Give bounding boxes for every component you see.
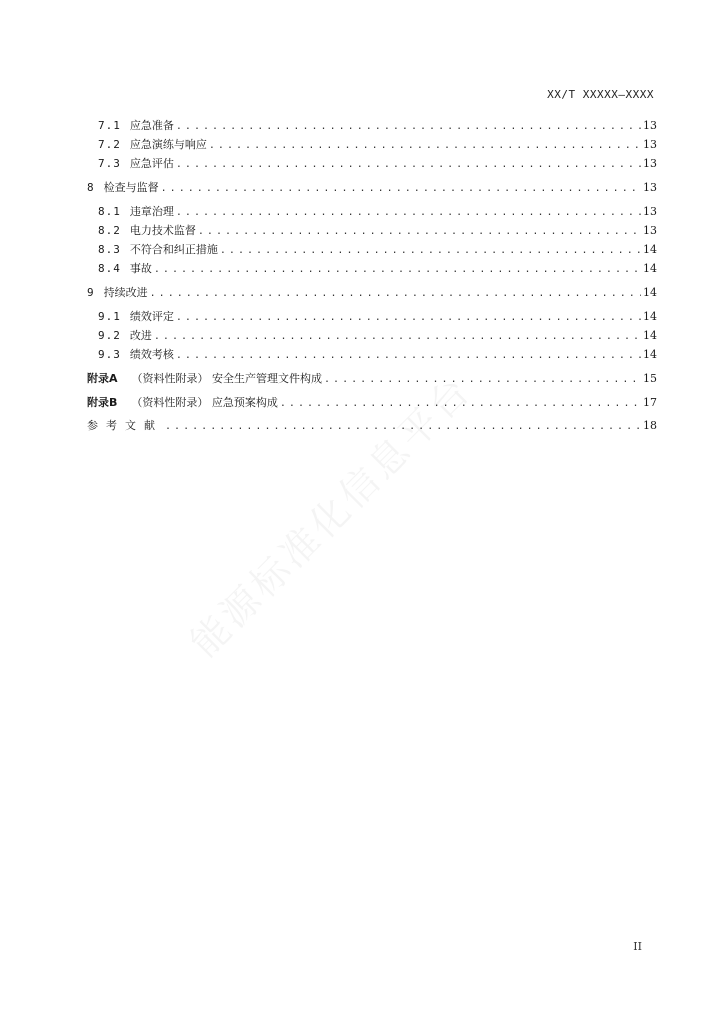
toc-leader-dots <box>209 138 641 154</box>
toc-page-number: 14 <box>643 348 657 361</box>
toc-entry[interactable] <box>87 285 657 301</box>
toc-entry[interactable] <box>87 118 657 134</box>
toc-number: 8.2 <box>98 224 121 237</box>
toc-title: 绩效考核 <box>129 348 174 361</box>
toc-page-number: 18 <box>643 419 657 432</box>
toc-page-number: 13 <box>643 119 657 132</box>
toc-page-number: 14 <box>643 329 657 342</box>
toc-title: 应急准备 <box>129 119 174 132</box>
toc-number: 7.1 <box>98 119 121 132</box>
toc-leader-dots <box>161 181 641 197</box>
toc-number: 附录B <box>87 396 118 409</box>
toc-page-number: 13 <box>643 181 657 194</box>
toc-entry[interactable] <box>87 347 657 363</box>
toc-title: 改进 <box>129 329 152 342</box>
toc-number: 9.3 <box>98 348 121 361</box>
toc-entry-appendix-a[interactable] <box>87 371 657 387</box>
toc-entry[interactable] <box>87 137 657 153</box>
toc-title: 事故 <box>129 262 152 275</box>
toc-entry[interactable] <box>87 223 657 239</box>
toc-title: （资料性附录） 安全生产管理文件构成 <box>131 372 323 385</box>
toc-number: 8.1 <box>98 205 121 218</box>
toc-title: 应急评估 <box>129 157 174 170</box>
toc-title: 电力技术监督 <box>129 224 196 237</box>
toc-entry[interactable] <box>87 309 657 325</box>
toc-title: 参考文献 <box>87 419 163 432</box>
toc-page-number: 15 <box>643 372 657 385</box>
toc-title: 违章治理 <box>129 205 174 218</box>
toc-page-number: 13 <box>643 157 657 170</box>
toc-title: 检查与监督 <box>103 181 159 194</box>
toc-entry[interactable] <box>87 242 657 258</box>
toc-entry-appendix-b[interactable] <box>87 395 657 411</box>
toc-page-number: 13 <box>643 138 657 151</box>
toc-number: 8.3 <box>98 243 121 256</box>
toc-title: 绩效评定 <box>129 310 174 323</box>
toc-page-number: 17 <box>643 396 657 409</box>
toc-leader-dots <box>176 310 641 326</box>
toc-number: 7.2 <box>98 138 121 151</box>
toc-title: 应急演练与响应 <box>129 138 207 151</box>
toc-number: 8.4 <box>98 262 121 275</box>
toc-number: 9.1 <box>98 310 121 323</box>
toc-entry[interactable] <box>87 328 657 344</box>
toc-entry-references[interactable] <box>87 418 657 434</box>
toc-page-number: 14 <box>643 243 657 256</box>
toc-leader-dots <box>165 419 641 435</box>
toc-leader-dots <box>176 119 641 135</box>
document-code: XX/T XXXXX—XXXX <box>547 88 654 101</box>
toc-number: 7.3 <box>98 157 121 170</box>
toc-title: 持续改进 <box>103 286 148 299</box>
toc-number: 9.2 <box>98 329 121 342</box>
toc-number: 8 <box>87 181 94 194</box>
toc-leader-dots <box>176 157 641 173</box>
toc-page-number: 13 <box>643 224 657 237</box>
toc-page-number: 14 <box>643 286 657 299</box>
toc-leader-dots <box>198 224 641 240</box>
toc-entry[interactable] <box>87 156 657 172</box>
toc-leader-dots <box>154 329 641 345</box>
toc-leader-dots <box>150 286 641 302</box>
toc-entry[interactable] <box>87 261 657 277</box>
toc-page-number: 13 <box>643 205 657 218</box>
toc-number: 附录A <box>87 372 118 385</box>
toc-page-number: 14 <box>643 310 657 323</box>
toc-leader-dots <box>280 396 641 412</box>
toc-leader-dots <box>220 243 641 259</box>
toc-title: 不符合和纠正措施 <box>129 243 218 256</box>
toc-leader-dots <box>176 205 641 221</box>
toc-leader-dots <box>154 262 641 278</box>
toc-entry[interactable] <box>87 204 657 220</box>
toc-leader-dots <box>176 348 641 364</box>
page-number: II <box>633 940 642 953</box>
toc-title: （资料性附录） 应急预案构成 <box>131 396 278 409</box>
toc-entry[interactable] <box>87 180 657 196</box>
toc-page-number: 14 <box>643 262 657 275</box>
toc-number: 9 <box>87 286 94 299</box>
toc-leader-dots <box>324 372 641 388</box>
